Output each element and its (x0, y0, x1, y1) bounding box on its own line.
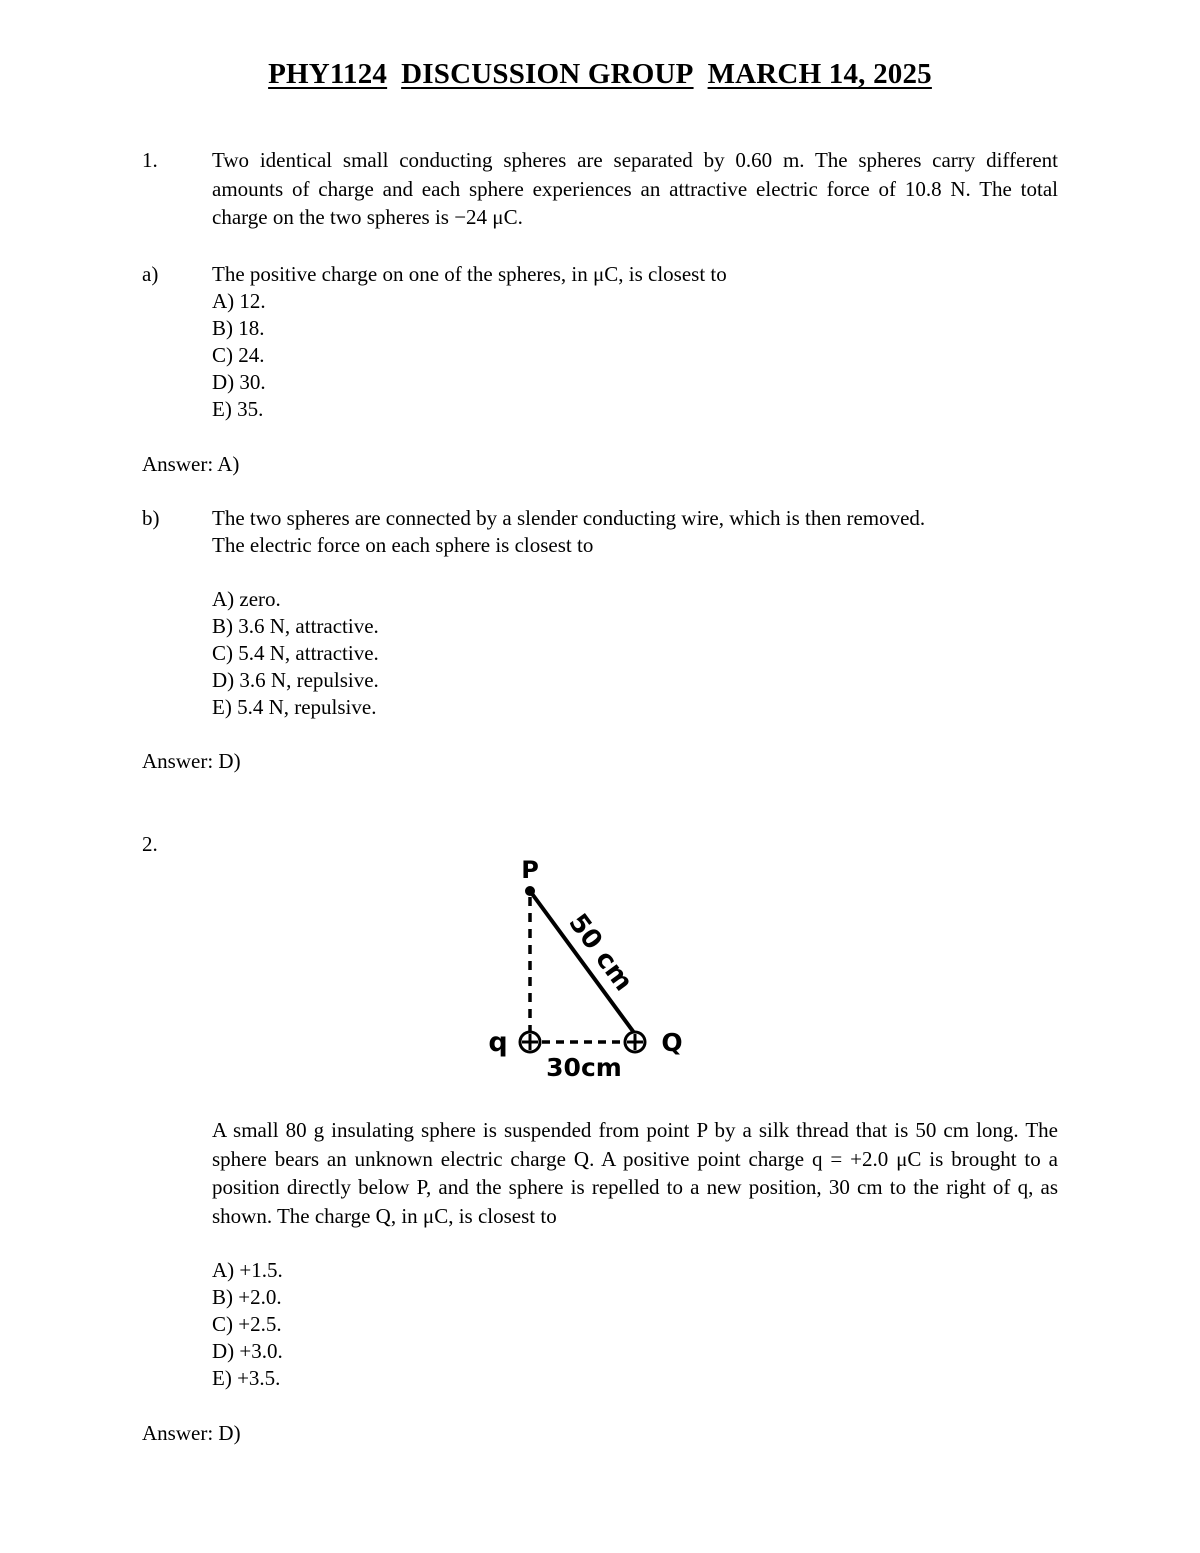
page-title (0, 58, 1200, 91)
charge-q-symbol (520, 1032, 540, 1052)
question-1-stem: Two identical small conducting spheres are separated by 0.60 m. The spheres carry different amounts of charge and each sphere experiences an attractive electric force of 10.8 N. The total charge on the two spheres is −24 μC. (212, 148, 1058, 229)
part-a-option: E) 35. (212, 397, 264, 421)
pendulum-diagram (480, 850, 700, 1085)
part-b-label: b) (142, 506, 160, 530)
part-b-option: E) 5.4 N, repulsive. (212, 695, 377, 719)
part-b-option: D) 3.6 N, repulsive. (212, 668, 379, 692)
part-a-option: D) 30. (212, 370, 266, 394)
question-2-stem: A small 80 g insulating sphere is suspended from point P by a silk thread that is 50 cm long. The sphere bears an unknown electric charge Q. A positive point charge q = +2.0 μC is brought to a position directly below P, and the sphere is repelled to a new position, 30 cm to the right of q, as shown. The charge Q, in μC, is closest to (212, 1118, 1058, 1228)
part-a-answer: Answer: A) (142, 452, 240, 476)
part-b-option: A) zero. (212, 587, 281, 611)
question-2-option: C) +2.5. (212, 1312, 282, 1336)
point-p-label: P (521, 856, 539, 884)
part-b-question-line1: The two spheres are connected by a slender conducting wire, which is then removed. (212, 506, 926, 530)
part-a-question: The positive charge on one of the spheres, in μC, is closest to (212, 262, 727, 286)
part-b-answer: Answer: D) (142, 749, 241, 773)
question-2-answer: Answer: D) (142, 1421, 241, 1445)
question-2-option: A) +1.5. (212, 1258, 283, 1282)
thread-length-label: 50 cm (562, 908, 639, 997)
part-a-option: A) 12. (212, 289, 266, 313)
charge-Q-symbol (625, 1032, 645, 1052)
part-a-option: B) 18. (212, 316, 265, 340)
question-2-option: D) +3.0. (212, 1339, 283, 1363)
part-b-option: B) 3.6 N, attractive. (212, 614, 379, 638)
question-2-number: 2. (142, 832, 158, 856)
question-2-option: B) +2.0. (212, 1285, 282, 1309)
date: MARCH 14, 2025 (707, 58, 932, 90)
part-a-option: C) 24. (212, 343, 265, 367)
charge-Q-label: Q (661, 1028, 683, 1057)
question-2-option: E) +3.5. (212, 1366, 281, 1390)
question-1-number: 1. (142, 148, 158, 172)
part-b-option: C) 5.4 N, attractive. (212, 641, 379, 665)
part-a-label: a) (142, 262, 159, 286)
charge-q-label: q (488, 1027, 508, 1058)
group-name: DISCUSSION GROUP (401, 58, 694, 90)
distance-label: 30cm (546, 1053, 622, 1082)
part-b-question-line2: The electric force on each sphere is closest to (212, 533, 594, 557)
course-code: PHY1124 (268, 58, 388, 90)
